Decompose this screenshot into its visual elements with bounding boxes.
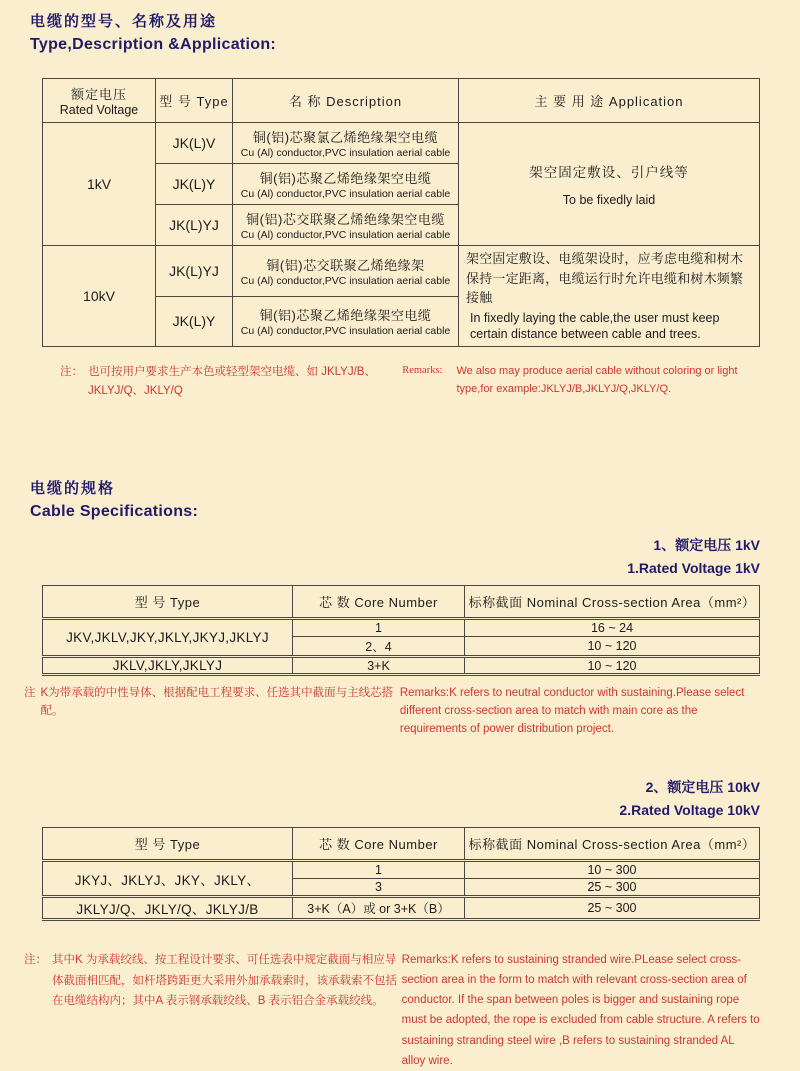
notes-row-1 (42, 363, 760, 401)
area-cell: 10 ~ 120 (465, 637, 760, 657)
rated-voltage-label-en: Rated Voltage (59, 103, 139, 117)
col-header-core-number: 芯 数 Core Number (293, 828, 465, 861)
note-zh-1 (60, 363, 402, 401)
description-en: Cu (Al) conductor,PVC insulation aerial cable (240, 188, 451, 200)
application-en: In fixedly laying the cable,the user must keep certain distance between cable and trees. (470, 310, 720, 342)
area-cell: 25 ~ 300 (465, 879, 760, 897)
description-en: Cu (Al) conductor,PVC insulation aerial cable (240, 325, 451, 338)
core-cell: 1 (293, 861, 465, 879)
area-cell: 25 ~ 300 (465, 897, 760, 920)
description-cell (233, 205, 459, 246)
table-header-row (43, 79, 760, 123)
type-group-cell: JKYJ、JKLYJ、JKY、JKLY、 (43, 861, 293, 897)
col-header-core-number: 芯 数 Core Number (293, 586, 465, 619)
col-header-application: 主 要 用 途 Application (459, 79, 760, 123)
col-header-type: 型 号 Type (43, 828, 293, 861)
notes-row-2 (24, 685, 760, 738)
core-cell: 1 (293, 619, 465, 637)
voltage-cell-1kv: 1kV (43, 123, 156, 246)
type-cell: JK(L)V (156, 123, 233, 164)
voltage-cell-10kv: 10kV (43, 246, 156, 347)
area-cell: 10 ~ 120 (465, 657, 760, 675)
type-group-cell: JKLYJ/Q、JKLY/Q、JKLYJ/B (43, 897, 293, 920)
spec-header-row (43, 828, 760, 861)
note-zh-3 (24, 950, 402, 1071)
application-cell-1kv (459, 123, 760, 246)
note-label: 注 (24, 687, 36, 700)
spec-row (43, 861, 760, 879)
description-cell (233, 246, 459, 297)
subtitle-10kv (42, 776, 760, 822)
col-header-type: 型 号 Type (156, 79, 233, 123)
spec-row (43, 619, 760, 637)
note-label: 注： (24, 954, 47, 966)
note-text: 也可按用户要求生产本色或轻型架空电缆、如 JKLYJ/B、JKLYJ/Q、JKLY/Q (88, 366, 376, 398)
section-spec-heading (30, 477, 760, 521)
application-zh: 架空固定敷设、电缆架设时，应考虑电缆和树木保持一定距离，电缆运行时允许电缆和树木频繁接触 (466, 251, 744, 305)
subtitle-10kv-en: 2.Rated Voltage 10kV (619, 801, 760, 818)
type-group-cell: JKLV,JKLY,JKLYJ (43, 657, 293, 675)
col-header-cross-section: 标称截面 Nominal Cross-section Area（mm²） (465, 586, 760, 619)
description-zh: 铜(铝)芯聚乙烯绝缘架空电缆 (259, 308, 432, 324)
application-zh: 架空固定敷设、引户线等 (529, 165, 689, 180)
description-cell (233, 123, 459, 164)
section-type-heading (30, 10, 760, 54)
type-cell: JK(L)YJ (156, 246, 233, 297)
note-label: 注： (60, 366, 83, 379)
remark-en-2: Remarks:K refers to neutral conductor with sustaining.Please select different cross-section area to match with main core as the requirements of power distribution project. (399, 687, 745, 735)
remark-en-1 (402, 363, 760, 401)
type-cell: JK(L)Y (156, 296, 233, 347)
rated-voltage-label-zh: 额定电压 (70, 87, 127, 102)
spec-header-row (43, 586, 760, 619)
table-row (43, 123, 760, 164)
description-zh: 铜(铝)芯聚乙烯绝缘架空电缆 (259, 171, 432, 186)
core-cell: 3 (293, 879, 465, 897)
remark-text: We also may produce aerial cable without coloring or light type,for example:JKLYJ/B,JKLYJ/Q,JKLY/Q. (456, 365, 738, 395)
core-cell: 3+K（A）或 or 3+K（B） (293, 897, 465, 920)
description-en: Cu (Al) conductor,PVC insulation aerial cable (240, 147, 451, 159)
core-cell: 3+K (293, 657, 465, 675)
section-type-title-zh: 电缆的型号、名称及用途 (30, 13, 218, 30)
spec-row (43, 657, 760, 675)
description-en: Cu (Al) conductor,PVC insulation aerial cable (240, 274, 451, 287)
type-description-application-table (42, 78, 760, 347)
spec-table-1kv (42, 585, 760, 676)
description-en: Cu (Al) conductor,PVC insulation aerial cable (240, 229, 451, 241)
note-zh-2 (24, 685, 400, 738)
type-cell: JK(L)YJ (156, 205, 233, 246)
application-en: To be fixedly laid (562, 193, 656, 207)
spec-table-10kv (42, 827, 760, 921)
subtitle-10kv-zh: 2、额定电压 10kV (645, 778, 760, 795)
subtitle-1kv (42, 534, 760, 580)
remark-label: Remarks: (402, 365, 443, 377)
spec-row (43, 897, 760, 920)
application-cell-10kv (459, 246, 760, 347)
area-cell: 10 ~ 300 (465, 861, 760, 879)
col-header-description: 名 称 Description (233, 79, 459, 123)
description-zh: 铜(铝)芯聚氯乙烯绝缘架空电缆 (252, 130, 439, 145)
subtitle-1kv-zh: 1、额定电压 1kV (653, 537, 760, 554)
section-spec-title-zh: 电缆的规格 (30, 480, 116, 498)
table-row (43, 246, 760, 297)
col-header-cross-section: 标称截面 Nominal Cross-section Area（mm²） (465, 828, 760, 861)
note-text: 其中K 为承载绞线、按工程设计要求、可任选表中规定截面与相应导体截面相匹配，如杆塔跨距更大采用外加承载索时，该承载索不包括在电缆结构内；其中A 表示钢承载绞线、B 表示铝合金承载绞线。 (52, 954, 397, 1008)
remark-en-3: Remarks:K refers to sustaining stranded wire.PLease select cross-section area in the form to match with relevant cross-section area of conductor. If the span between poles is bigger and sustaining rope must be adopted, the rope is excluded from cable structure. A refers to sustaining stranding steel wire ,B refers to sustaining stranded AL alloy wire. (401, 954, 760, 1067)
description-cell (233, 296, 459, 347)
type-group-cell: JKV,JKLV,JKY,JKLY,JKYJ,JKLYJ (43, 619, 293, 657)
col-header-type: 型 号 Type (43, 586, 293, 619)
note-text: K为带承载的中性导体、根据配电工程要求、任选其中截面与主线芯搭配。 (40, 687, 394, 718)
area-cell: 16 ~ 24 (465, 619, 760, 637)
col-header-rated-voltage (43, 79, 156, 123)
description-zh: 铜(铝)芯交联聚乙烯绝缘架 (266, 257, 425, 273)
notes-row-3 (24, 950, 760, 1071)
description-cell (233, 164, 459, 205)
description-zh: 铜(铝)芯交联聚乙烯绝缘架空电缆 (246, 212, 445, 227)
subtitle-1kv-en: 1.Rated Voltage 1kV (627, 560, 760, 577)
section-spec-title-en: Cable Specifications: (30, 503, 199, 521)
core-cell: 2、4 (293, 637, 465, 657)
section-type-title-en: Type,Description &Application: (30, 36, 277, 53)
type-cell: JK(L)Y (156, 164, 233, 205)
